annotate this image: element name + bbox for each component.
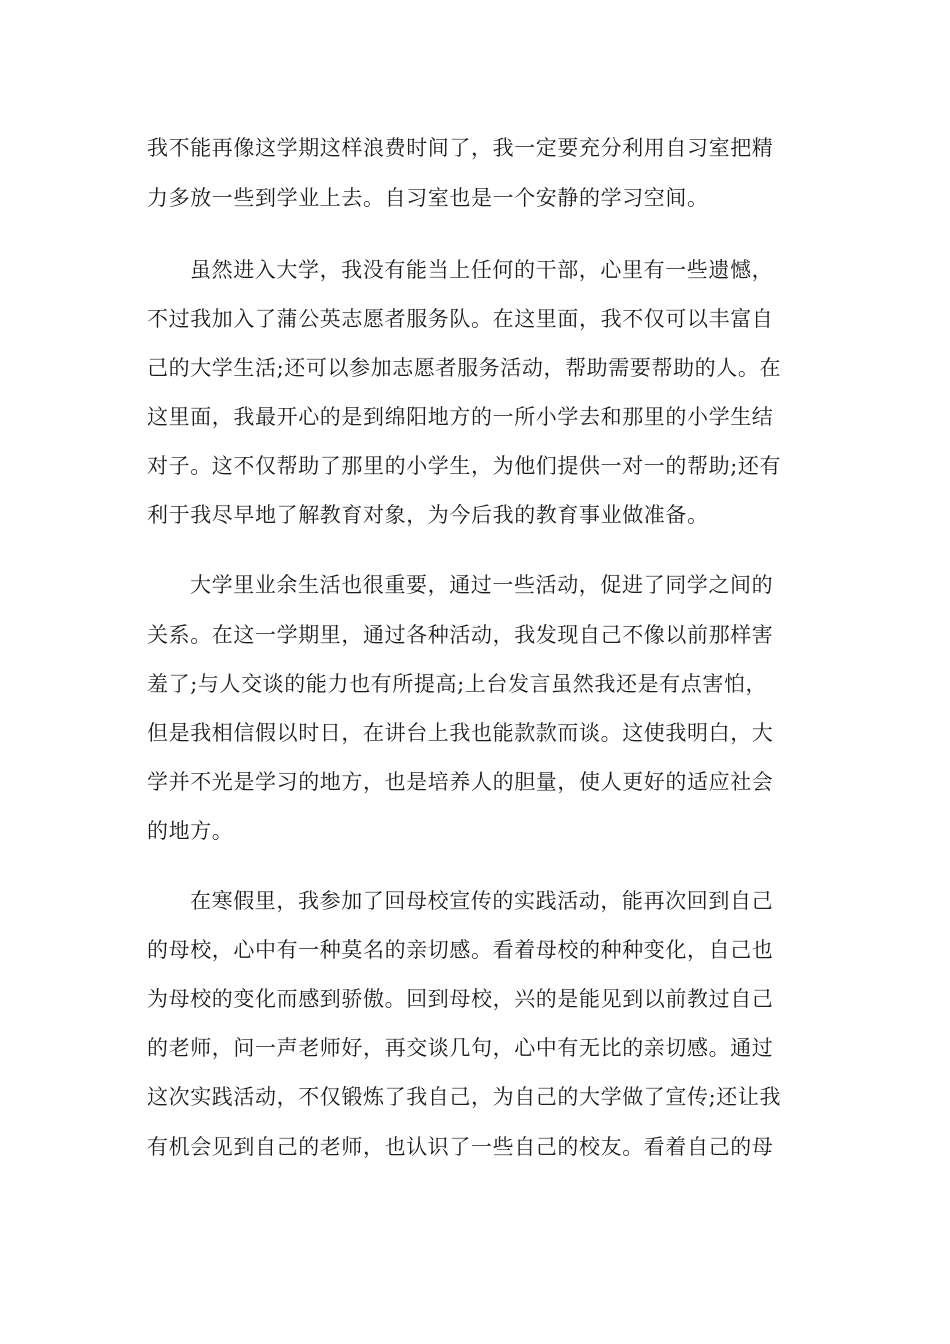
text-line: 的老师，问一声老师好，再交谈几句，心中有无比的亲切感。通过 — [147, 1036, 774, 1060]
text-line: 我不能再像这学期这样浪费时间了，我一定要充分利用自习室把精 — [147, 136, 774, 160]
text-line: 为母校的变化而感到骄傲。回到母校，兴的是能见到以前教过自己 — [147, 987, 774, 1011]
text-line: 不过我加入了蒲公英志愿者服务队。在这里面，我不仅可以丰富自 — [147, 307, 774, 331]
text-line: 这里面，我最开心的是到绵阳地方的一所小学去和那里的小学生结 — [147, 405, 774, 429]
text-line: 利于我尽早地了解教育对象，为今后我的教育事业做准备。 — [147, 503, 709, 527]
text-line: 在寒假里，我参加了回母校宣传的实践活动，能再次回到自己 — [190, 889, 774, 913]
text-line: 的母校，心中有一种莫名的亲切感。看着母校的种种变化，自己也 — [147, 938, 774, 962]
text-line: 己的大学生活;还可以参加志愿者服务活动，帮助需要帮助的人。在 — [147, 356, 782, 380]
text-line: 关系。在这一学期里，通过各种活动，我发现自己不像以前那样害 — [147, 623, 774, 647]
text-line: 虽然进入大学，我没有能当上任何的干部，心里有一些遗憾， — [190, 258, 774, 282]
text-line: 学并不光是学习的地方，也是培养人的胆量，使人更好的适应社会 — [147, 770, 774, 794]
text-line: 但是我相信假以时日，在讲台上我也能款款而谈。这使我明白，大 — [147, 721, 774, 745]
text-line: 力多放一些到学业上去。自习室也是一个安静的学习空间。 — [147, 186, 709, 210]
text-line: 大学里业余生活也很重要，通过一些活动，促进了同学之间的 — [190, 573, 774, 597]
text-line: 对子。这不仅帮助了那里的小学生，为他们提供一对一的帮助;还有 — [147, 454, 782, 478]
text-line: 的地方。 — [147, 819, 234, 843]
text-line: 羞了;与人交谈的能力也有所提高;上台发言虽然我还是有点害怕， — [147, 672, 768, 696]
text-line: 有机会见到自己的老师，也认识了一些自己的校友。看着自己的母 — [147, 1135, 774, 1159]
text-line: 这次实践活动，不仅锻炼了我自己，为自己的大学做了宣传;还让我 — [147, 1085, 782, 1109]
